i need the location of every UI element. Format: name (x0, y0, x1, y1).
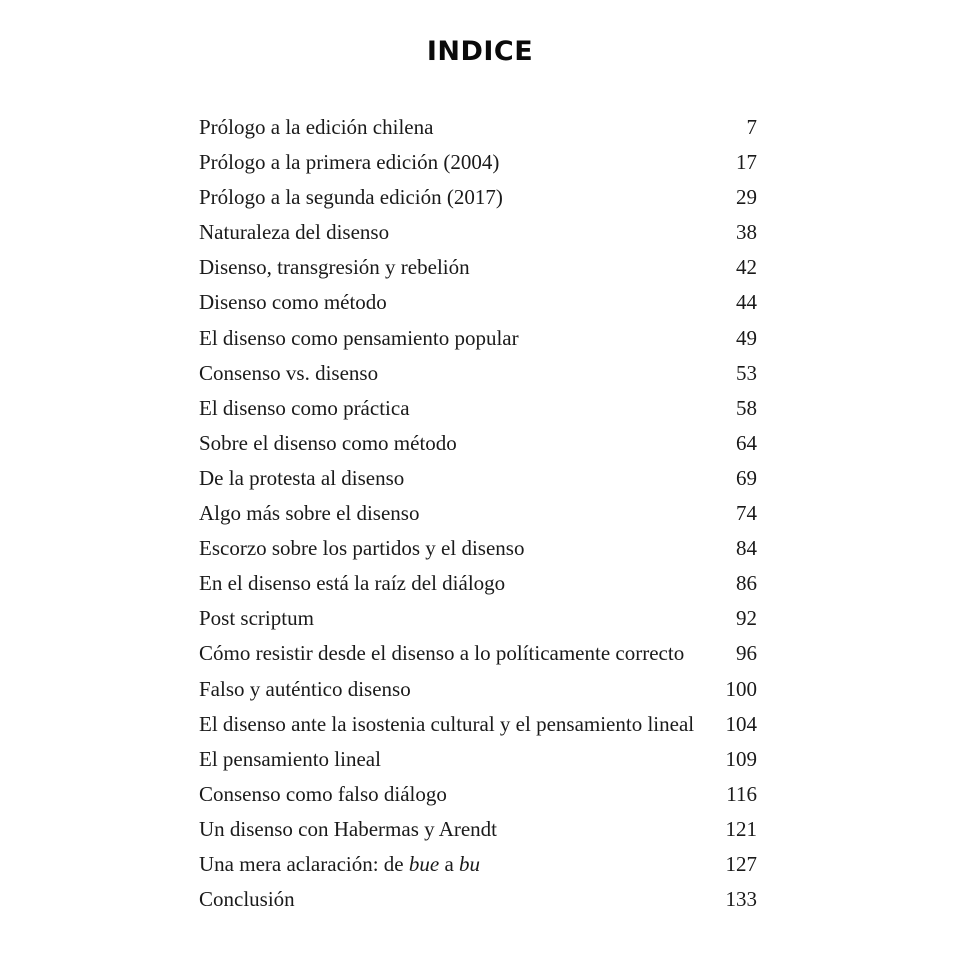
toc-entry-title: Prólogo a la primera edición (2004) (199, 150, 500, 175)
toc-entry-title: El disenso ante la isostenia cultural y el pensamiento lineal (199, 711, 695, 736)
toc-entry-title: Consenso como falso diálogo (199, 781, 447, 806)
toc-entry (199, 883, 757, 918)
toc-entry-title: Prólogo a la edición chilena (199, 115, 434, 139)
toc-entry-page-number: 116 (726, 781, 757, 806)
toc-entry (199, 322, 757, 357)
toc-entry-page-number: 84 (736, 536, 757, 561)
toc-entry-title-part: Una mera aclaración: de (199, 851, 409, 876)
toc-entry-page-number: 109 (725, 746, 757, 771)
toc-entry (199, 848, 757, 883)
toc-entry (199, 111, 757, 146)
toc-entry (199, 497, 757, 532)
toc-entry (199, 602, 757, 637)
toc-entry-title: Conclusión (199, 887, 295, 912)
toc-entry-title: El disenso como práctica (199, 395, 410, 420)
toc-entry-title: De la protesta al disenso (199, 465, 405, 490)
toc-entry-page-number: 44 (736, 290, 757, 315)
toc-entry-page-number: 38 (736, 220, 757, 245)
toc-entry (199, 778, 757, 813)
toc-entry-page-number: 104 (725, 711, 757, 736)
toc-entry (199, 743, 757, 778)
toc-entry (199, 708, 757, 743)
toc-entry-title-italic: bue (408, 851, 440, 876)
toc-entry-page-number: 53 (736, 360, 757, 385)
toc-entry (199, 532, 757, 567)
toc-entry-page-number: 100 (725, 676, 757, 701)
toc-entry-page-number: 17 (736, 150, 757, 175)
toc-entry-title: Falso y auténtico disenso (199, 676, 411, 701)
toc-entry (199, 567, 757, 602)
toc-entry-page-number: 64 (736, 430, 757, 455)
toc-entry-title: Post scriptum (199, 606, 314, 631)
toc-entry-title-italic: bu (459, 851, 481, 876)
toc-entry-page-number: 49 (736, 325, 757, 350)
toc-entry (199, 216, 757, 251)
toc-entry (199, 462, 757, 497)
toc-entry (199, 637, 757, 672)
toc-entry (199, 427, 757, 462)
toc-entry (199, 392, 757, 427)
toc-entry-page-number: 127 (725, 851, 757, 876)
toc-entry-page-number: 121 (725, 816, 757, 841)
toc-entry (199, 813, 757, 848)
toc-entry-title: Cómo resistir desde el disenso a lo políticamente correcto (199, 641, 685, 666)
toc-entry-page-number: 74 (736, 501, 757, 526)
toc-entry-title: El disenso como pensamiento popular (199, 325, 519, 350)
toc-entry-title: Escorzo sobre los partidos y el disenso (199, 536, 525, 561)
toc-entry (199, 146, 757, 181)
toc-entry-page-number: 133 (725, 887, 757, 912)
toc-entry-title: Consenso vs. disenso (199, 360, 379, 385)
toc-entry-title (199, 848, 480, 880)
toc-entry-title: Algo más sobre el disenso (199, 501, 420, 526)
toc-entry-page-number: 86 (736, 571, 757, 596)
toc-entry-page-number: 58 (736, 395, 757, 420)
toc-entry-title: Sobre el disenso como método (199, 430, 457, 455)
toc-entry (199, 286, 757, 321)
toc-entry-title-part: a (439, 851, 460, 876)
toc-entry-page-number: 42 (736, 255, 757, 280)
toc-entry-page-number: 69 (736, 465, 757, 490)
toc-entry-title: El pensamiento lineal (199, 746, 381, 771)
toc-entry-page-number: 92 (736, 606, 757, 631)
toc-entry (199, 357, 757, 392)
toc-entry (199, 181, 757, 216)
toc-entry-title: Disenso como método (199, 290, 387, 315)
toc-entry-title: Un disenso con Habermas y Arendt (199, 816, 498, 841)
toc-entry-title: Prólogo a la segunda edición (2017) (199, 185, 503, 210)
toc-entry-page-number: 29 (736, 185, 757, 210)
toc-entry-title: Disenso, transgresión y rebelión (199, 255, 470, 280)
toc-entry-title: Naturaleza del disenso (199, 220, 390, 245)
toc-entry (199, 673, 757, 708)
page-title: INDICE (426, 36, 534, 67)
toc-entry (199, 251, 757, 286)
toc-entry-page-number: 96 (736, 641, 757, 666)
table-of-contents (199, 111, 757, 918)
toc-entry-title: En el disenso está la raíz del diálogo (199, 571, 506, 596)
toc-entry-page-number: 7 (746, 115, 757, 139)
